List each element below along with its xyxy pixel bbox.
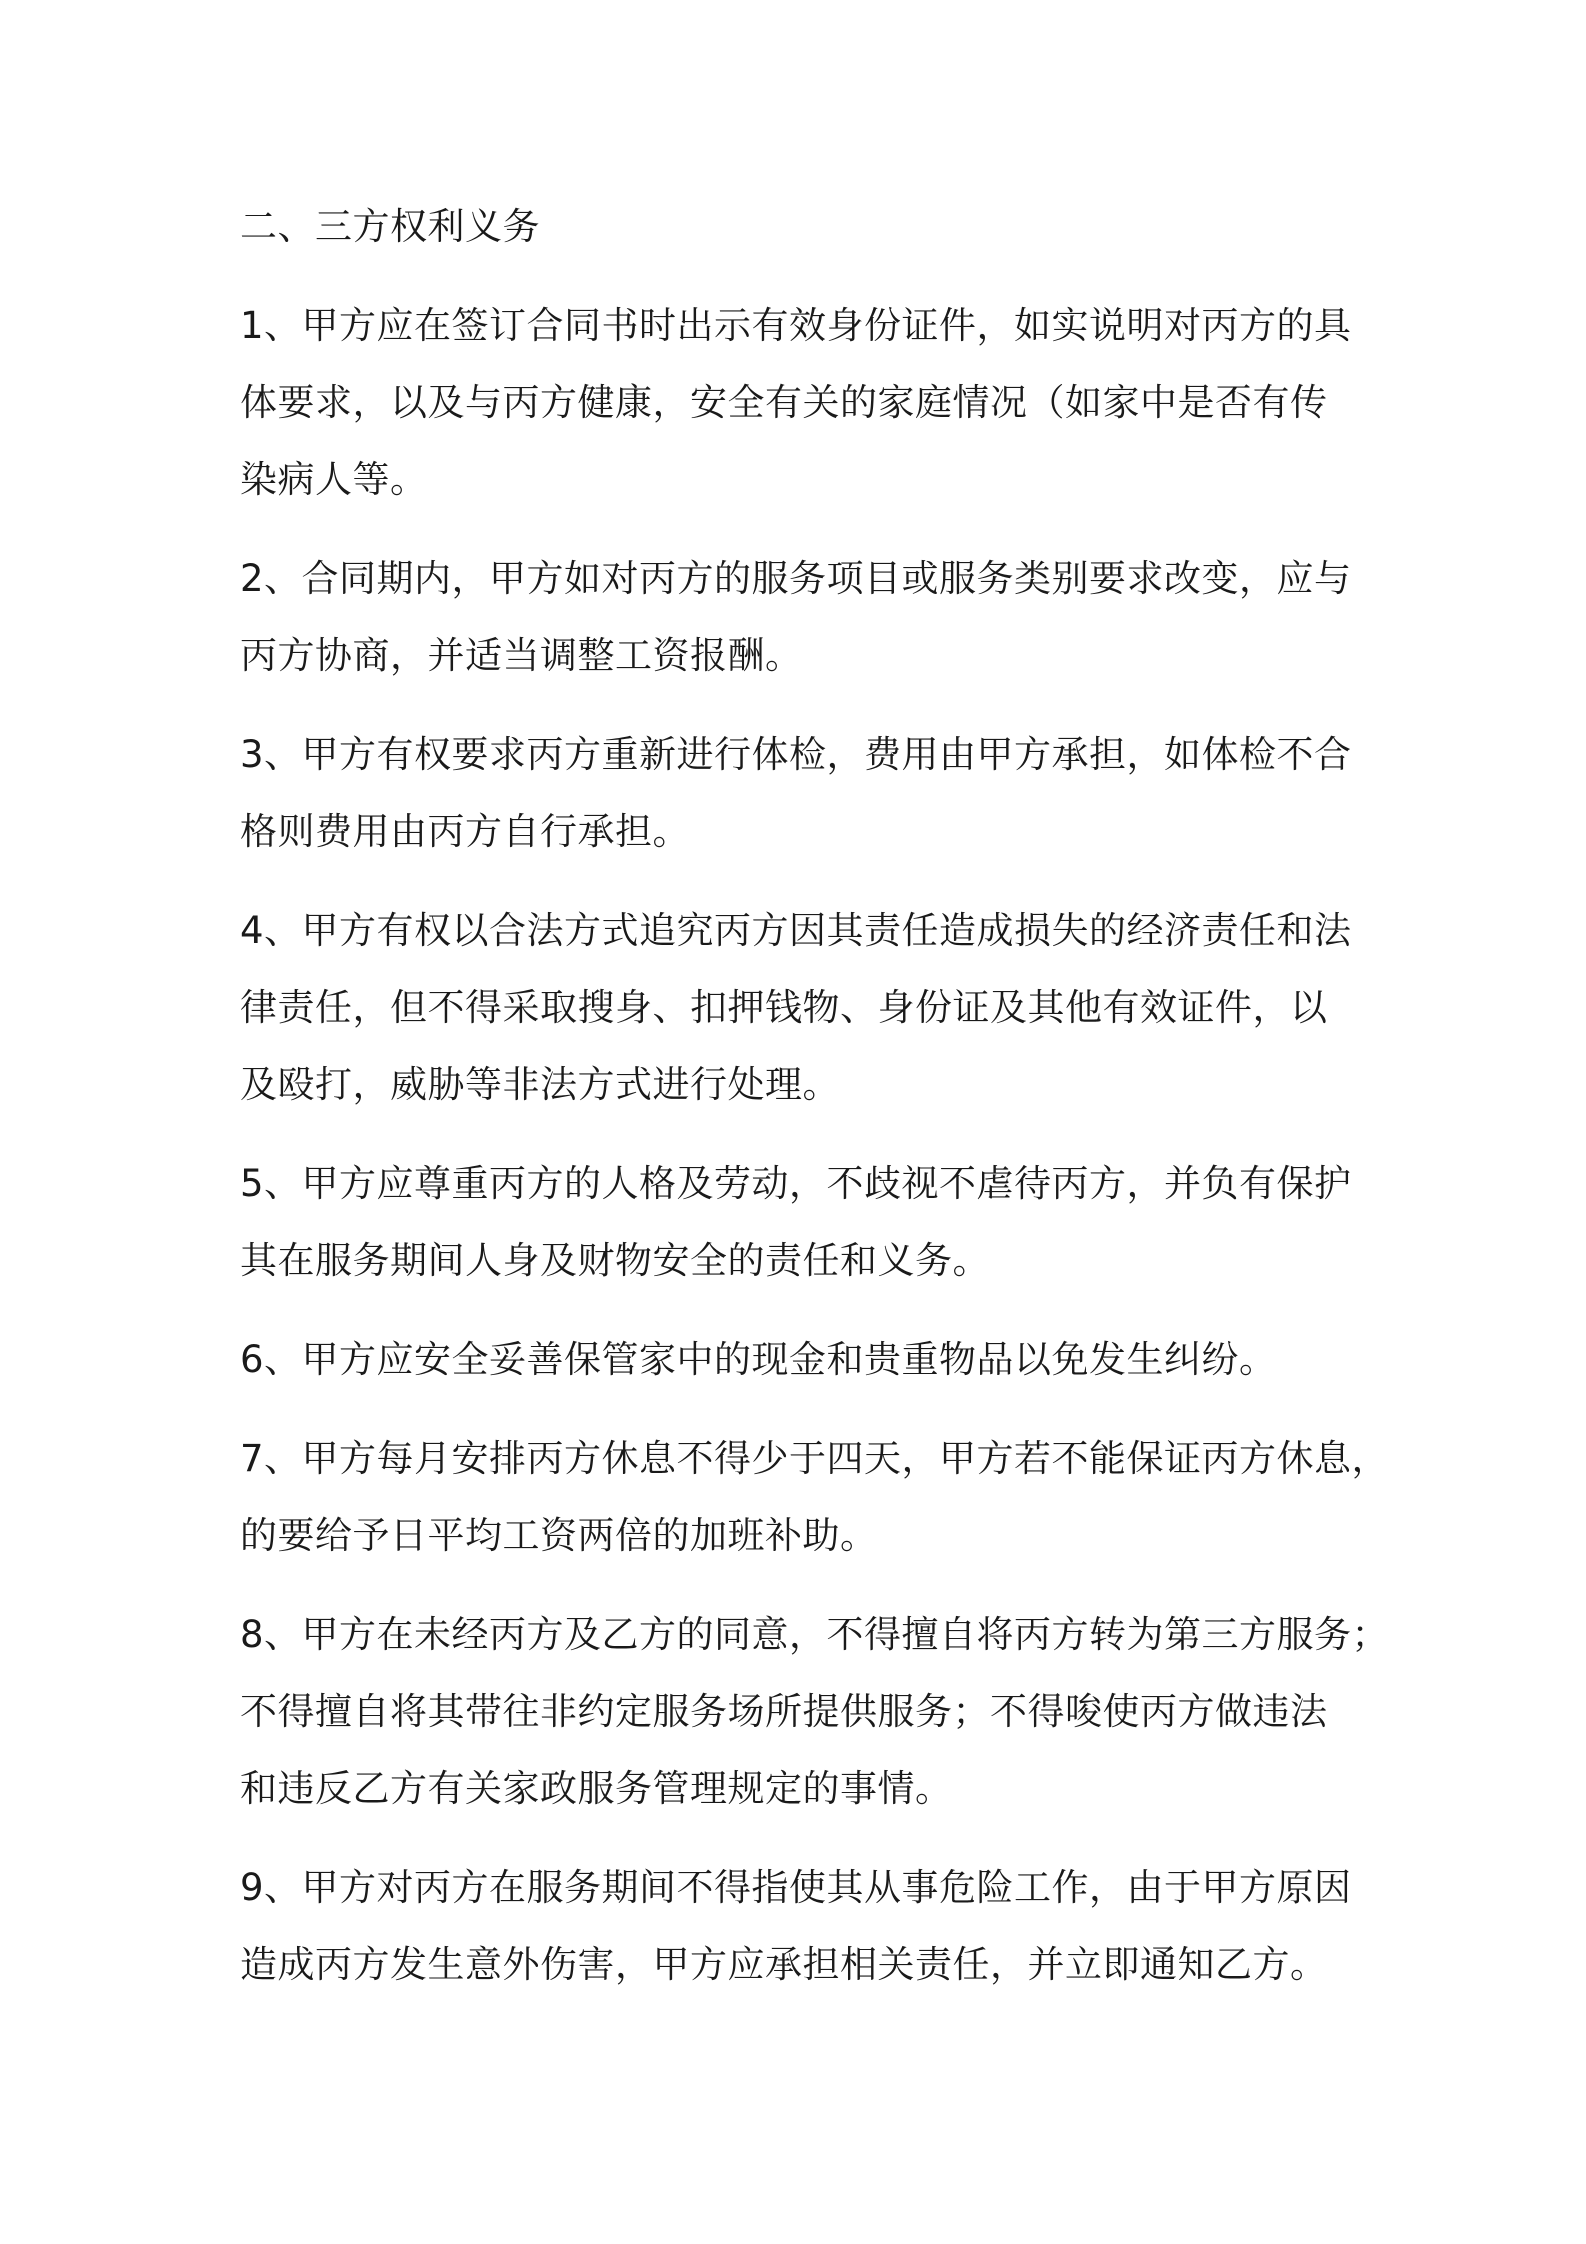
document-body bbox=[240, 188, 1390, 2025]
clause-2: 2、合同期内，甲方如对丙方的服务项目或服务类别要求改变，应与 丙方协商，并适当调整工资报酬。 bbox=[240, 557, 1352, 677]
clause-1: 1、甲方应在签订合同书时出示有效身份证件，如实说明对丙方的具 体要求，以及与丙方健康，安全有关的家庭情况（如家中是否有传 染病人等。 bbox=[240, 304, 1352, 501]
clause-4: 4、甲方有权以合法方式追究丙方因其责任造成损失的经济责任和法 律责任，但不得采取搜身、扣押钱物、身份证及其他有效证件，以 及殴打，威胁等非法方式进行处理。 bbox=[240, 909, 1352, 1106]
clause-9: 9、甲方对丙方在服务期间不得指使其从事危险工作，由于甲方原因 造成丙方发生意外伤害，甲方应承担相关责任，并立即通知乙方。 bbox=[240, 1866, 1352, 1986]
clause-7: 7、甲方每月安排丙方休息不得少于四天，甲方若不能保证丙方休息， 的要给予日平均工资两倍的加班补助。 bbox=[240, 1437, 1390, 1557]
clause-3: 3、甲方有权要求丙方重新进行体检，费用由甲方承担，如体检不合 格则费用由丙方自行承担。 bbox=[240, 733, 1352, 853]
clause-8: 8、甲方在未经丙方及乙方的同意，不得擅自将丙方转为第三方服务； 不得擅自将其带往非约定服务场所提供服务；不得唆使丙方做违法 和违反乙方有关家政服务管理规定的事情。 bbox=[240, 1613, 1390, 1810]
section-heading: 二、三方权利义务 bbox=[240, 205, 540, 248]
clause-5: 5、甲方应尊重丙方的人格及劳动，不歧视不虐待丙方，并负有保护 其在服务期间人身及财物安全的责任和义务。 bbox=[240, 1162, 1352, 1282]
clause-6: 6、甲方应安全妥善保管家中的现金和贵重物品以免发生纠纷。 bbox=[240, 1338, 1277, 1381]
